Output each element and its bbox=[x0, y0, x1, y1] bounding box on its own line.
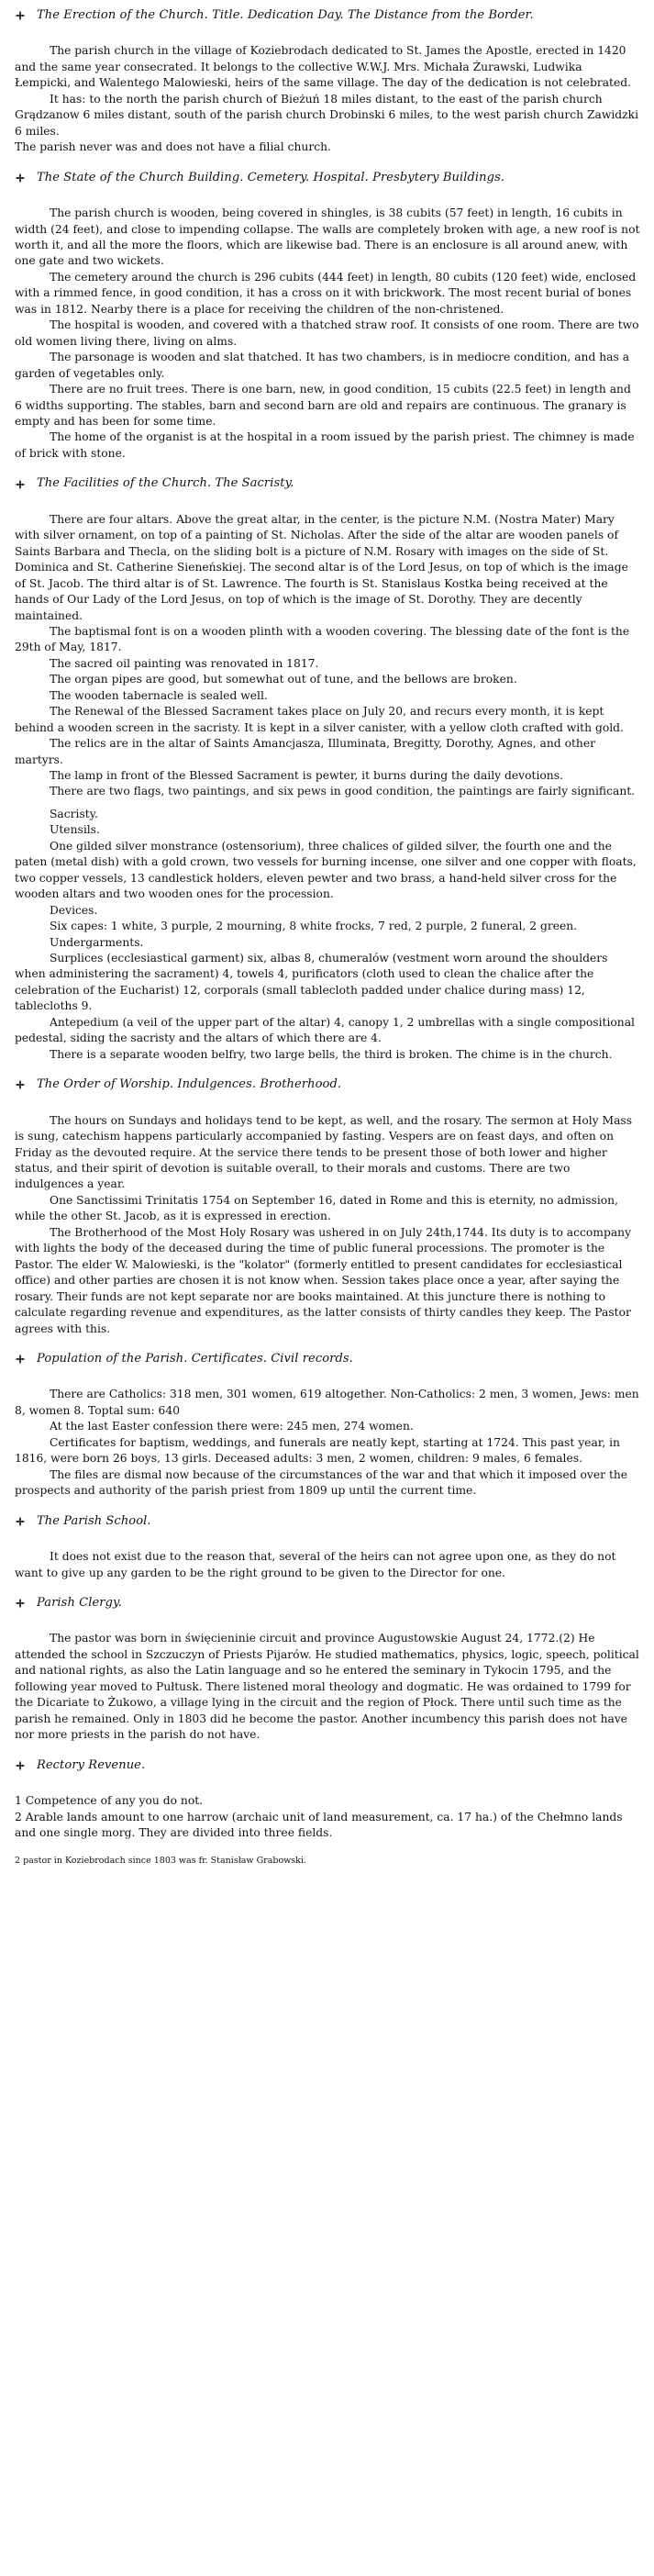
paragraph-spacer bbox=[15, 1107, 641, 1113]
section-heading bbox=[15, 7, 641, 24]
paragraph: There are four altars. Above the great altar, in the center, is the picture N.M. (Nostra Mater) Mary with silver ornament, on top of a painting of St. Nicholas. After the side of the altar are wooden panels of Saints Barbara and Thecla, on the sliding bolt is a picture of N.M. Rosary with images on the side of St. Dominica and St. Catherine Sieneńskiej. The second altar is of the Lord Jesus, on top of which is the image of St. Jacob. The third altar is of St. Lawrence. The fourth is St. Stanislaus Kostka being received at the hands of Our Lady of the Lord Jesus, on top of which is the image of St. Dorothy. They are decently maintained. bbox=[15, 512, 628, 622]
paragraph: The lamp in front of the Blessed Sacrament is pewter, it burns during the daily devotions. bbox=[50, 769, 563, 783]
paragraph: Utensils. bbox=[50, 823, 100, 837]
section-body bbox=[15, 1624, 641, 1743]
paragraph: The pastor was born in święcieninie circuit and province Augustowskie August 24, 1772.(2) He attended the school in Szczuczyn of Priests Pijarów. He studied mathematics, physics, logic, speech, political and national rights, as also the Latin language and so he entered the seminary in Tykocin 1795, and the following year moved to Pułtusk. There listened moral theology and dogmatic. He was ordained to 1799 for the Dicariate to Żukowo, a village lying in the circuit and the region of Płock. There until such time as the parish he remained. Only in 1803 did he become the pastor. Another incumbency this parish does not have nor more priests in the parish do not have. bbox=[15, 1632, 639, 1742]
paragraph: It has: to the north the parish church of Bieżuń 18 miles distant, to the east of the parish church Grądzanow 6 miles distant, south of the parish church Drobinski 6 miles, to the west parish church Zawidzki 6 miles. bbox=[15, 92, 639, 138]
section-title: The Parish School. bbox=[37, 1513, 151, 1528]
paragraph: The parsonage is wooden and slat thatched. It has two chambers, is in mediocre condition, and has a garden of vegetables only. bbox=[15, 351, 630, 380]
paragraph: Sacristy. bbox=[50, 807, 98, 820]
section-facilities bbox=[15, 475, 641, 1063]
paragraph: Certificates for baptism, weddings, and funerals are neatly kept, starting at 1724. This past year, in 1816, were born 26 boys, 13 girls. Deceased adults: 3 men, 2 women, children: 9 males, 6 females. bbox=[15, 1435, 620, 1466]
paragraph: The hospital is wooden, and covered with a thatched straw roof. It consists of one room. There are two old women living there, living on alms. bbox=[15, 318, 639, 348]
paragraph-spacer bbox=[15, 1543, 641, 1549]
section-erection bbox=[15, 7, 641, 156]
paragraph: Undergarments. bbox=[50, 935, 144, 949]
section-body bbox=[15, 199, 641, 462]
section-school bbox=[15, 1513, 641, 1581]
paragraph-spacer bbox=[15, 1624, 641, 1631]
section-title: Parish Clergy. bbox=[37, 1595, 122, 1610]
paragraph: The files are dismal now because of the circumstances of the war and that which it imposed over the prospects and authority of the parish priest from 1809 up until the current time. bbox=[15, 1467, 628, 1498]
section-worship bbox=[15, 1076, 641, 1337]
cross-icon bbox=[15, 1516, 26, 1527]
section-body bbox=[15, 37, 641, 155]
paragraph: One gilded silver monstrance (ostensorium), three chalices of gilded silver, the fourth one and the paten (metal dish) with a gold crown, two vessels for burning incense, one silver and one copper with floats, two copper vessels, 13 candlestick holders, eleven pewter and two brass, a hand-held silver cross for the wooden altars and two wooden ones for the procession. bbox=[15, 839, 637, 901]
paragraph: The organ pipes are good, but somewhat out of tune, and the bellows are broken. bbox=[50, 673, 517, 686]
paragraph: The parish church is wooden, being covered in shingles, is 38 cubits (57 feet) in length, 16 cubits in width (24 feet), and close to impending collapse. The walls are completely broken with age, a new roof is not worth it, and all the more the floors, which are likewise bad. There is an enclosure is all around anew, with one gate and two wickets. bbox=[15, 206, 640, 268]
paragraph: The baptismal font is on a wooden plinth with a wooden covering. The blessing date of the font is the 29th of May, 1817. bbox=[15, 624, 630, 654]
cross-icon bbox=[15, 1598, 26, 1609]
paragraph: Devices. bbox=[50, 903, 98, 917]
section-title: Population of the Parish. Certificates. Civil records. bbox=[37, 1351, 353, 1366]
section-clergy bbox=[15, 1595, 641, 1744]
paragraph: The parish never was and does not have a filial church. bbox=[15, 140, 331, 154]
footnote: 2 pastor in Koziebrodach since 1803 was fr. Stanisław Grabowski. bbox=[15, 1856, 306, 1867]
paragraph: Antepedium (a veil of the upper part of the altar) 4, canopy 1, 2 umbrellas with a single compositional pedestal, siding the sacristy and the altars of which there are 4. bbox=[15, 1015, 635, 1045]
paragraph: There are Catholics: 318 men, 301 women, 619 altogether. Non-Catholics: 2 men, 3 women, Jews: men 8, women 8. Toptal sum: 640 bbox=[15, 1388, 639, 1417]
paragraph: 2 Arable lands amount to one harrow (archaic unit of land measurement, ca. 17 ha.) of the Chełmno lands and one single morg. They are divided into three fields. bbox=[15, 1810, 623, 1839]
paragraph-spacer bbox=[15, 506, 641, 512]
cross-icon bbox=[15, 10, 26, 21]
paragraph-spacer bbox=[15, 199, 641, 206]
paragraph: The sacred oil painting was renovated in 1817. bbox=[50, 656, 319, 670]
paragraph: The relics are in the altar of Saints Amancjasza, Illuminata, Bregitty, Dorothy, Agnes, and other martyrs. bbox=[15, 737, 596, 766]
paragraph: It does not exist due to the reason that, several of the heirs can not agree upon one, as they do not want to give up any garden to be the right ground to be given to the Director for one. bbox=[15, 1550, 616, 1579]
cross-icon bbox=[15, 479, 26, 490]
cross-icon bbox=[15, 1354, 26, 1365]
section-heading bbox=[15, 170, 641, 186]
cross-icon bbox=[15, 1079, 26, 1090]
section-revenue bbox=[15, 1757, 641, 1842]
paragraph-spacer bbox=[15, 1380, 641, 1387]
section-heading bbox=[15, 1595, 641, 1611]
paragraph: There is a separate wooden belfry, two large bells, the third is broken. The chime is in the church. bbox=[50, 1047, 613, 1061]
section-body bbox=[15, 1787, 641, 1841]
cross-icon bbox=[15, 173, 26, 184]
paragraph: There are two flags, two paintings, and six pews in good condition, the paintings are fairly significant. bbox=[50, 785, 636, 798]
paragraph: 1 Competence of any you do not. bbox=[15, 1794, 204, 1808]
section-heading bbox=[15, 1513, 641, 1530]
paragraph: There are no fruit trees. There is one barn, new, in good condition, 15 cubits (22.5 feet) in length and 6 widths supporting. The stables, barn and second barn are old and repairs are continuous. The granary is empty and has been for some time. bbox=[15, 383, 631, 428]
section-heading bbox=[15, 475, 641, 492]
section-state bbox=[15, 170, 641, 463]
paragraph: The Renewal of the Blessed Sacrament takes place on July 20, and recurs every month, it is kept behind a wooden screen in the sacristy. It is kept in a silver canister, with a yellow cloth crafted with gold. bbox=[15, 705, 624, 734]
section-title: Rectory Revenue. bbox=[37, 1757, 146, 1772]
section-body bbox=[15, 1107, 641, 1337]
section-body bbox=[15, 506, 641, 1063]
section-body bbox=[15, 1543, 641, 1581]
section-heading bbox=[15, 1351, 641, 1367]
paragraph: At the last Easter confession there were: 245 men, 274 women. bbox=[50, 1420, 414, 1433]
paragraph-spacer bbox=[15, 1787, 641, 1793]
paragraph-spacer bbox=[15, 37, 641, 43]
paragraph: Surplices (ecclesiastical garment) six, albas 8, chumeralów (vestment worn around the shoulders when administering the sacrament) 4, towels 4, purificators (cloth used to clean the chalice after the celebration of the Eucharist) 12, corporals (small tablecloth padded under chalice during mass) 12, tablecloths 9. bbox=[15, 952, 608, 1013]
paragraph: Six capes: 1 white, 3 purple, 2 mourning, 8 white frocks, 7 red, 2 purple, 2 funeral, 2 green. bbox=[50, 920, 578, 933]
section-body bbox=[15, 1380, 641, 1499]
paragraph: The hours on Sundays and holidays tend to be kept, as well, and the rosary. The sermon at Holy Mass is sung, catechism happens particularly accompanied by fasting. Vespers are on feast days, and often on Friday as the devouted require. At the service there tends to be present those of both lower and higher status, and their spirit of devotion is suitable overall, to their morals and customs. There are two indulgences a year. bbox=[15, 1113, 633, 1191]
section-title: The Erection of the Church. Title. Dedication Day. The Distance from the Border. bbox=[37, 8, 534, 22]
section-title: The State of the Church Building. Cemetery. Hospital. Presbytery Buildings. bbox=[37, 170, 505, 184]
section-population bbox=[15, 1351, 641, 1500]
paragraph: One Sanctissimi Trinitatis 1754 on September 16, dated in Rome and this is eternity, no admission, while the other St. Jacob, as it is expressed in erection. bbox=[15, 1193, 618, 1223]
paragraph: The home of the organist is at the hospital in a room issued by the parish priest. The chimney is made of brick with stone. bbox=[15, 430, 635, 460]
section-title: The Order of Worship. Indulgences. Brotherhood. bbox=[37, 1077, 342, 1092]
section-heading bbox=[15, 1076, 641, 1093]
paragraph: The parish church in the village of Koziebrodach dedicated to St. James the Apostle, erected in 1420 and the same year consecrated. It belongs to the collective W.W.J. Mrs. Michała Żurawski, Ludwika Łempicki, and Walentego Malowieski, heirs of the same village. The day of the dedication is not celebrated. bbox=[15, 44, 632, 90]
paragraph: The Brotherhood of the Most Holy Rosary was ushered in on July 24th,1744. Its duty is to accompany with lights the body of the deceased during the time of public funeral processions. The promoter is the Pastor. The elder W. Malowieski, is the "kolator" (formerly entitled to present candidates for ecclesiastical office) and other parties are chosen it is not know when. Session takes place once a year, after saying the rosary. Their funds are not kept separate nor are books maintained. At this juncture there is nothing to calculate regarding revenue and expenditures, as the latter consists of thirty candles they keep. The Pastor agrees with this. bbox=[15, 1225, 632, 1335]
cross-icon bbox=[15, 1760, 26, 1771]
paragraph: The cemetery around the church is 296 cubits (444 feet) in length, 80 cubits (120 feet) wide, enclosed with a rimmed fence, in good condition, it has a cross on it with brickwork. The most recent burial of bones was in 1812. Nearby there is a place for receiving the children of the non-christened. bbox=[15, 270, 637, 316]
paragraph-spacer bbox=[15, 800, 641, 807]
section-title: The Facilities of the Church. The Sacristy. bbox=[37, 476, 294, 491]
section-heading bbox=[15, 1757, 641, 1774]
paragraph: The wooden tabernacle is sealed well. bbox=[50, 688, 268, 702]
